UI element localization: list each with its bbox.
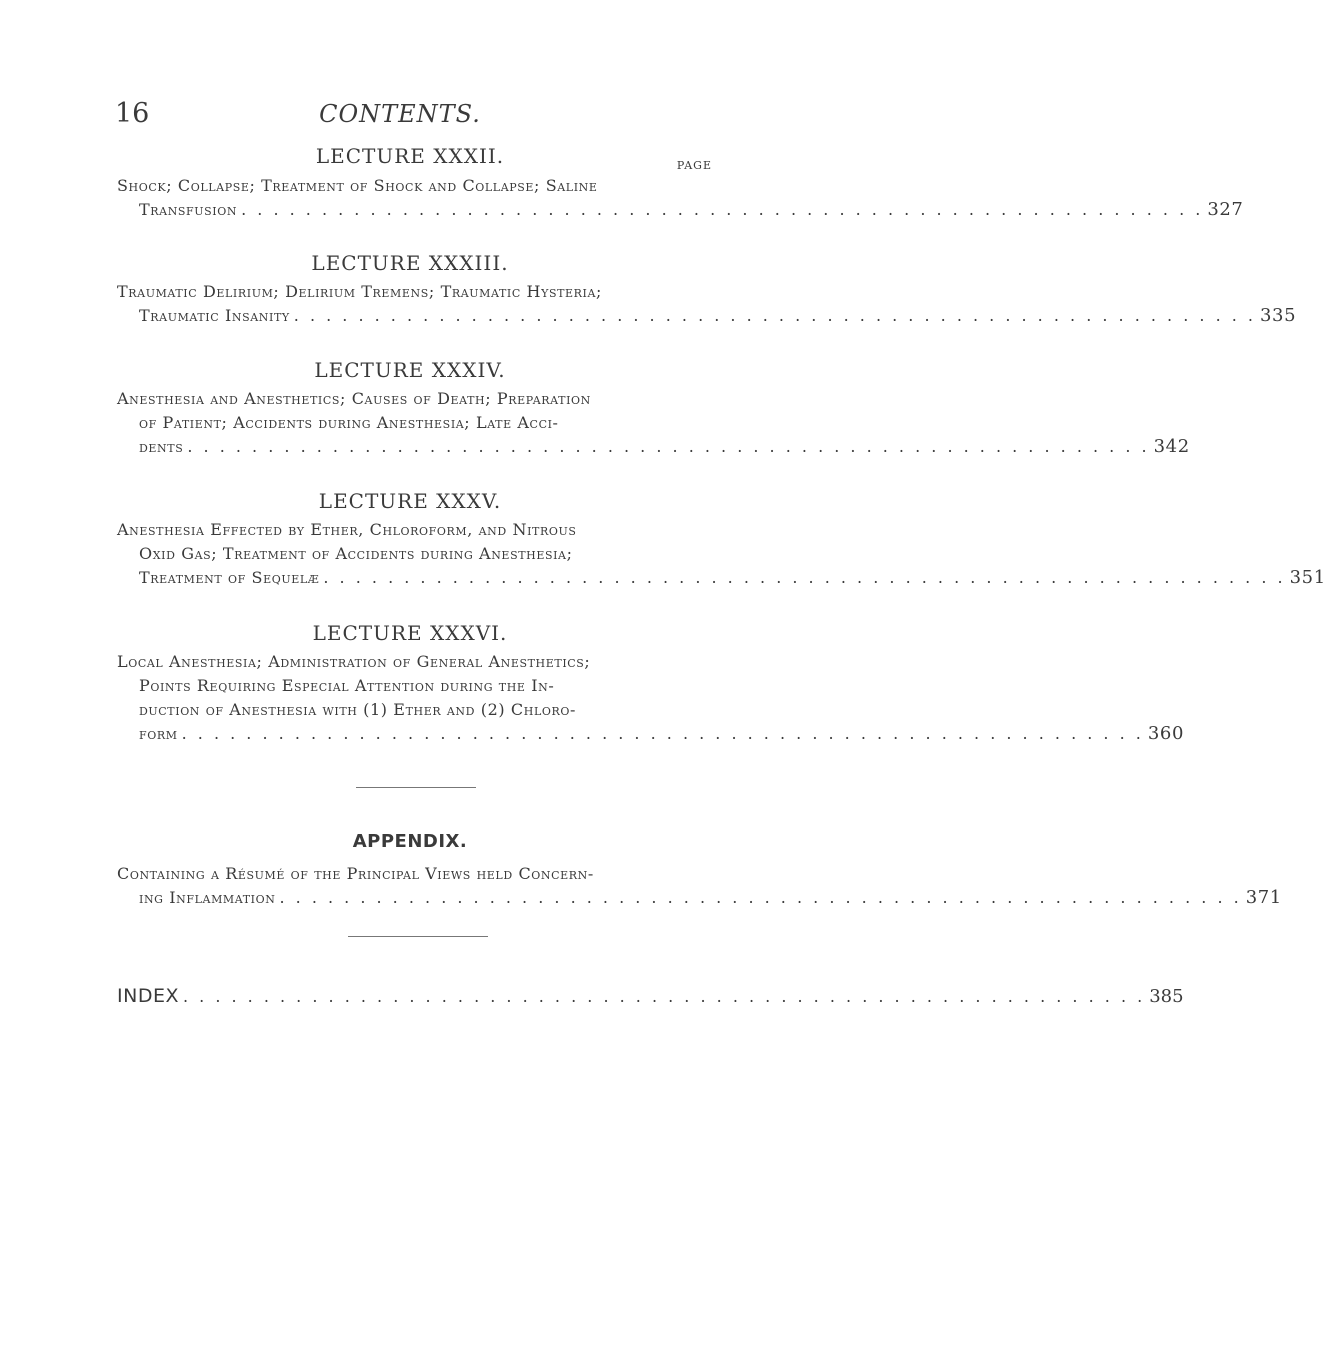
entry-line: Shock; Collapse; Treatment of Shock and Collapse; Saline xyxy=(117,176,598,195)
toc-entry xyxy=(117,518,1326,590)
entry-last-line xyxy=(117,304,1297,328)
page-ref: 335 xyxy=(1260,305,1297,326)
page-ref: 371 xyxy=(1245,887,1282,908)
page-column-label: PAGE xyxy=(676,159,712,172)
running-head xyxy=(0,98,800,138)
dot-leader: . . . . . . . . . . . . . . . . . . . . . . . . . . . . . . . . . . . . . . . . . . . . . . . . . . . . . . . . . . . . xyxy=(293,306,1256,325)
lecture-heading: LECTURE XXXII. xyxy=(315,144,505,168)
lecture-section xyxy=(0,488,1326,590)
entry-line: Anesthesia Effected by Ether, Chloroform, and Nitrous xyxy=(117,520,577,539)
entry-last-line xyxy=(117,566,1326,590)
entry-last-line xyxy=(117,886,1282,910)
divider-rule xyxy=(348,936,488,937)
entry-text: dents xyxy=(139,437,184,456)
index-label: INDEX xyxy=(117,985,179,1007)
entry-text: form xyxy=(139,724,178,743)
toc-entry xyxy=(117,159,1244,222)
lecture-section xyxy=(0,143,1244,222)
appendix-heading: APPENDIX. xyxy=(352,831,468,852)
entry-last-line xyxy=(117,198,1244,222)
page-ref: 327 xyxy=(1207,199,1244,220)
dot-leader: . . . . . . . . . . . . . . . . . . . . . . . . . . . . . . . . . . . . . . . . . . . . . . . . . . . . . . . . . . . . xyxy=(187,437,1150,456)
page-ref: 342 xyxy=(1153,436,1190,457)
entry-line: of Patient; Accidents during Anesthesia; Late Acci- xyxy=(139,413,559,432)
lecture-heading: LECTURE XXXVI. xyxy=(312,621,508,645)
dot-leader: . . . . . . . . . . . . . . . . . . . . . . . . . . . . . . . . . . . . . . . . . . . . . . . . . . . . . . . . . . . . xyxy=(181,724,1144,743)
lecture-section xyxy=(0,357,1190,459)
entry-line: Containing a Résumé of the Principal Views held Concern- xyxy=(117,864,594,883)
page-ref: 385 xyxy=(1149,986,1184,1007)
dot-leader: . . . . . . . . . . . . . . . . . . . . . . . . . . . . . . . . . . . . . . . . . . . . . . . . . . . . . . . . . . . . xyxy=(182,987,1146,1006)
toc-entry xyxy=(117,280,1297,328)
page-number: 16 xyxy=(115,98,150,129)
entry-line: Traumatic Delirium; Delirium Tremens; Traumatic Hysteria; xyxy=(117,282,603,301)
entry-line: Anesthesia and Anesthetics; Causes of Death; Preparation xyxy=(117,389,591,408)
appendix-section xyxy=(0,830,1282,910)
page-ref: 360 xyxy=(1147,723,1185,744)
index-entry xyxy=(117,985,1184,1007)
lecture-heading: LECTURE XXXIII. xyxy=(311,251,509,275)
toc-entry xyxy=(117,650,1185,746)
entry-text: ing Inflammation xyxy=(139,888,276,907)
entry-line: duction of Anesthesia with (1) Ether and (2) Chloro- xyxy=(139,700,576,719)
entry-last-line xyxy=(117,722,1185,746)
lecture-heading: LECTURE XXXIV. xyxy=(314,358,506,382)
toc-entry xyxy=(117,862,1282,910)
divider-rule xyxy=(356,787,476,788)
page-title: CONTENTS. xyxy=(319,100,481,128)
entry-text: Transfusion xyxy=(139,200,238,219)
dot-leader: . . . . . . . . . . . . . . . . . . . . . . . . . . . . . . . . . . . . . . . . . . . . . . . . . . . . . . . . . . . . xyxy=(241,200,1204,219)
page-ref: 351 xyxy=(1289,567,1326,588)
lecture-section xyxy=(0,250,1297,328)
entry-text: Traumatic Insanity xyxy=(139,306,290,325)
dot-leader: . . . . . . . . . . . . . . . . . . . . . . . . . . . . . . . . . . . . . . . . . . . . . . . . . . . . . . . . . . . . xyxy=(279,888,1242,907)
entry-text: Treatment of Sequelæ xyxy=(139,568,320,587)
toc-entry xyxy=(117,387,1190,459)
entry-line: Points Requiring Especial Attention during the In- xyxy=(139,676,555,695)
lecture-heading: LECTURE XXXV. xyxy=(318,489,502,513)
entry-line: Oxid Gas; Treatment of Accidents during Anesthesia; xyxy=(139,544,573,563)
dot-leader: . . . . . . . . . . . . . . . . . . . . . . . . . . . . . . . . . . . . . . . . . . . . . . . . . . . . . . . . . . . . xyxy=(323,568,1286,587)
entry-last-line xyxy=(117,435,1190,459)
lecture-section xyxy=(0,620,1185,746)
entry-line: Local Anesthesia; Administration of General Anesthetics; xyxy=(117,652,591,671)
